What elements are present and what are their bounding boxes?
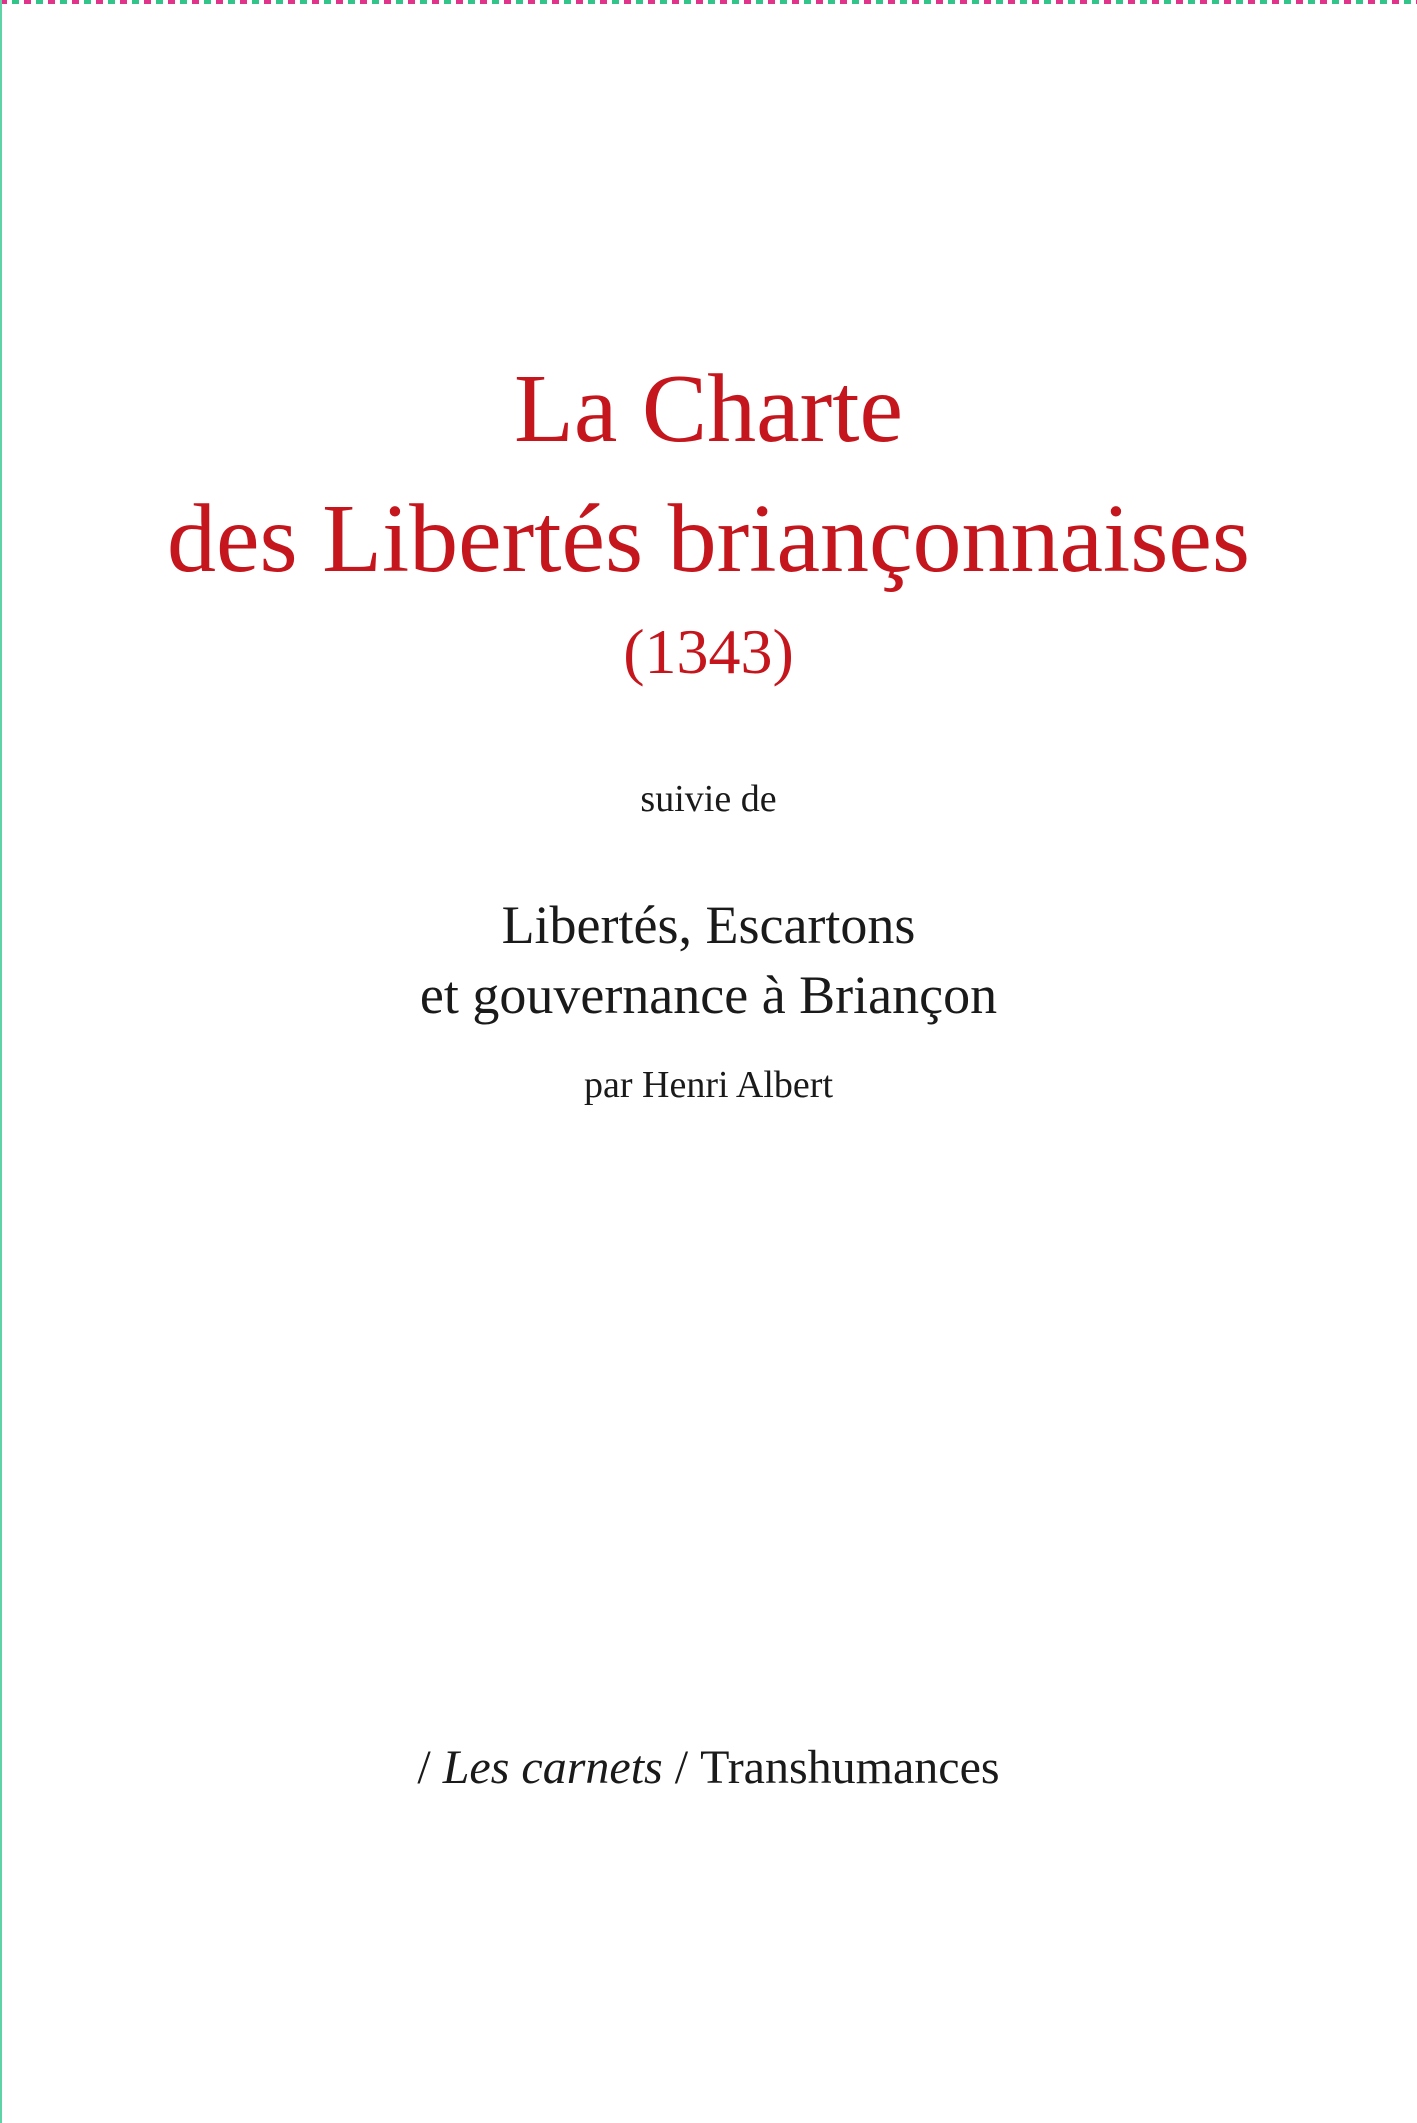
trim-mark-top xyxy=(0,0,1417,4)
publisher-imprint xyxy=(0,1741,1417,1794)
trim-mark-left xyxy=(0,0,2,2123)
title-year: (1343) xyxy=(623,616,794,687)
subtitle-line-2: et gouvernance à Briançon xyxy=(419,965,998,1025)
followed-by-label: suivie de xyxy=(640,778,777,820)
title-line-2: des Libertés briançonnaises xyxy=(166,485,1251,593)
author-credit: par Henri Albert xyxy=(583,1064,834,1106)
imprint-publisher: Transhumances xyxy=(700,1741,1000,1794)
title-line-1: La Charte xyxy=(513,355,904,463)
subtitle-line-1: Libertés, Escartons xyxy=(501,895,916,955)
imprint-slash-2: / xyxy=(674,1741,689,1794)
imprint-series: Les carnets xyxy=(442,1741,663,1794)
imprint-slash-1: / xyxy=(417,1741,431,1794)
